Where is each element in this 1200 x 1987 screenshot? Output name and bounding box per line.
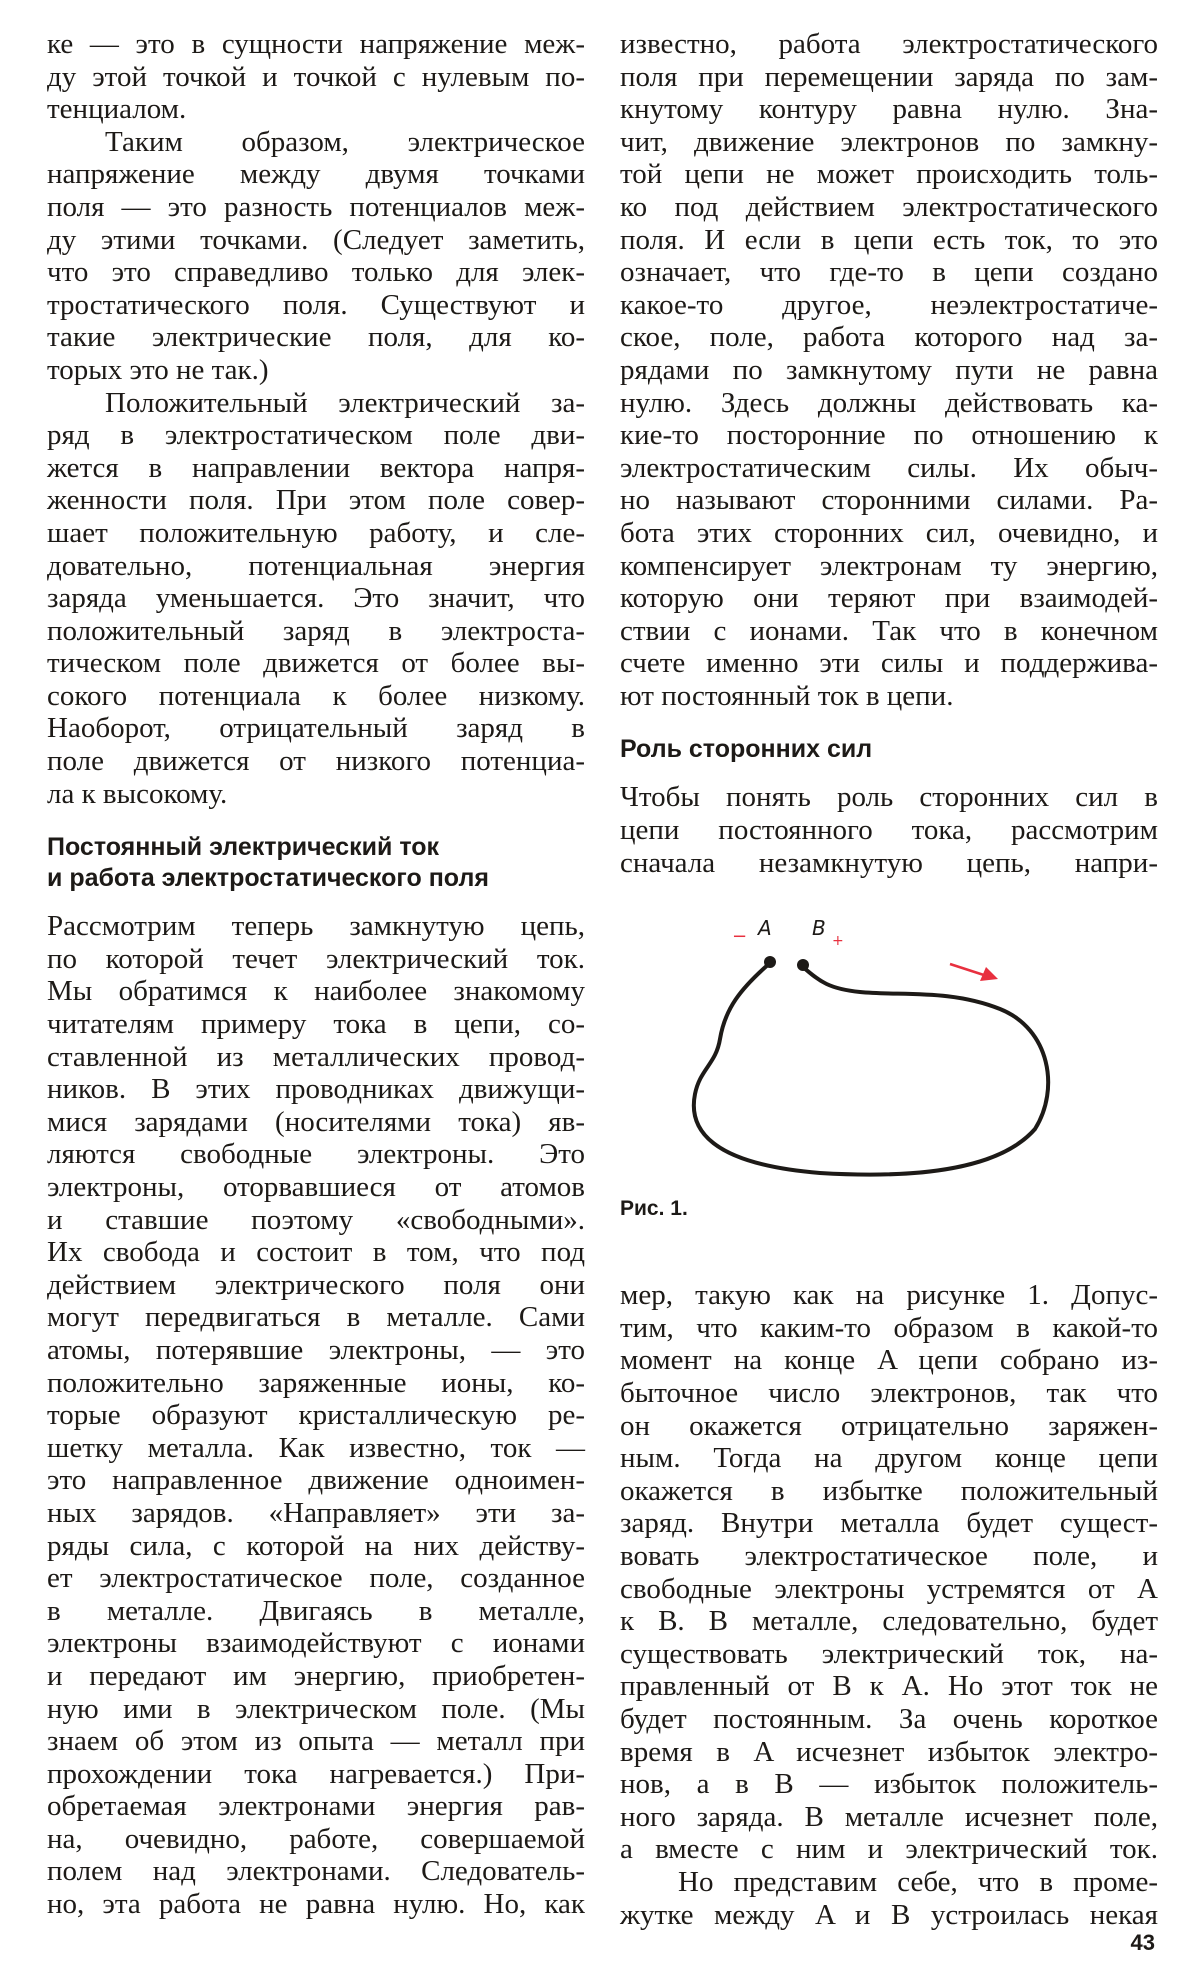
text-line: электроны, оторвавшиеся от атомов	[47, 1171, 585, 1203]
text-line: окажется в избытке положительный	[620, 1474, 1158, 1507]
figure-caption: Рис. 1.	[620, 1197, 688, 1221]
text-line: довательно, потенциальная энергия	[47, 549, 585, 582]
text-line: ставленной из металлических провод-	[47, 1040, 585, 1073]
text-line: знаем об этом из опыта — металл при	[47, 1725, 585, 1758]
text-line: заряд. Внутри металла будет сущест-	[620, 1507, 1158, 1540]
text-line: означает, что где-то в цепи создано	[620, 256, 1158, 289]
section-heading: Роль сторонних сил	[620, 735, 873, 764]
text-line: той цепи не может происходить толь-	[620, 158, 1158, 191]
left-column	[47, 28, 585, 1921]
text-line: тическом поле движется от более вы-	[47, 647, 585, 680]
paragraph	[47, 28, 585, 126]
paragraph	[47, 910, 585, 1920]
text-line: Но представим себе, что в проме-	[678, 1865, 1158, 1898]
text-line: компенсирует электронам ту энергию,	[620, 549, 1158, 582]
text-line: ет электростатическое поле, созданное	[47, 1562, 585, 1595]
text-line: что это справедливо только для элек-	[47, 256, 585, 289]
text-line: правленный от B к A. Но этот ток не	[620, 1670, 1158, 1703]
text-line: ла к высокому.	[47, 777, 228, 810]
text-line: жется в направлении вектора напря-	[47, 451, 585, 484]
text-line: кнутому контуру равна нулю. Зна-	[620, 93, 1158, 126]
text-line: шетку металла. Как известно, ток —	[47, 1431, 585, 1464]
heading-line: и работа электростатического поля	[47, 864, 489, 893]
text-line: момент на конце A цепи собрано из-	[620, 1344, 1158, 1377]
text-line: мися зарядами (носителями тока) яв-	[47, 1105, 585, 1138]
text-line: будет постоянным. За очень короткое	[620, 1702, 1158, 1735]
text-line: торых это не так.)	[47, 353, 269, 386]
text-line: и передают им энергию, приобретен-	[47, 1659, 585, 1692]
text-line: кие-то посторонние по отношению к	[620, 419, 1158, 452]
text-line: в металле. Двигаясь в металле,	[47, 1594, 585, 1627]
text-line: а вместе с ним и электрический ток.	[620, 1833, 1158, 1866]
text-line: время в A исчезнет избыток электро-	[620, 1735, 1158, 1768]
text-line: цепи постоянного тока, рассмотрим	[620, 814, 1158, 847]
text-line: ке — это в сущности напряжение меж-	[47, 28, 585, 60]
text-line: рядами по замкнутому пути не равна	[620, 353, 1158, 386]
text-line: могут передвигаться в металле. Сами	[47, 1301, 585, 1334]
text-line: ствии с ионами. Так что в конечном	[620, 614, 1158, 647]
text-line: Рассмотрим теперь замкнутую цепь,	[47, 910, 585, 943]
paragraph	[47, 126, 585, 387]
text-line: какое-то другое, неэлектростатиче-	[620, 288, 1158, 321]
text-line: бота этих сторонних сил, очевидно, и	[620, 516, 1158, 549]
text-line: торые образуют кристаллическую ре-	[47, 1399, 585, 1432]
text-line: Их свобода и состоит в том, что под	[47, 1236, 585, 1269]
text-line: атомы, потерявшие электроны, — это	[47, 1333, 585, 1366]
text-line: которую они теряют при взаимодей-	[620, 582, 1158, 615]
text-line: ют постоянный ток в цепи.	[620, 679, 954, 712]
text-line: по которой течет электрический ток.	[47, 942, 585, 975]
text-line: обретаемая электронами энергия рав-	[47, 1790, 585, 1823]
paragraph	[47, 387, 585, 811]
text-line: действием электрического поля они	[47, 1268, 585, 1301]
text-line: Наоборот, отрицательный заряд в	[47, 712, 585, 745]
right-column	[620, 28, 1158, 1931]
text-line: Мы обратимся к наиболее знакомому	[47, 975, 585, 1008]
text-line: свободные электроны устремятся от A	[620, 1572, 1158, 1605]
text-line: но, эта работа не равна нулю. Но, как	[47, 1888, 585, 1921]
text-line: поля. И если в цепи есть ток, то это	[620, 223, 1158, 256]
text-line: ряд в электростатическом поле дви-	[47, 419, 585, 452]
text-line: это направленное движение одноимен-	[47, 1464, 585, 1497]
text-line: тим, что каким-то образом в какой-то	[620, 1311, 1158, 1344]
text-line: заряда уменьшается. Это значит, что	[47, 582, 585, 615]
terminal-a	[764, 956, 776, 968]
text-line: электростатическим силы. Их обыч-	[620, 451, 1158, 484]
text-line: полем над электронами. Следователь-	[47, 1855, 585, 1888]
text-line: к B. В металле, следовательно, будет	[620, 1605, 1158, 1638]
text-line: поле движется от низкого потенциа-	[47, 745, 585, 778]
text-line: тенциалом.	[47, 93, 187, 126]
text-line: ную ими в электрическом поле. (Мы	[47, 1692, 585, 1725]
page-number: 43	[1130, 1930, 1155, 1955]
text-line: ляются свободные электроны. Это	[47, 1138, 585, 1171]
text-line: известно, работа электростатического	[620, 28, 1158, 60]
text-line: ным. Тогда на другом конце цепи	[620, 1442, 1158, 1475]
text-line: Таким образом, электрическое	[105, 125, 585, 158]
text-line: напряжение между двумя точками	[47, 158, 585, 191]
text-line: но называют сторонними силами. Ра-	[620, 484, 1158, 517]
figure-open-circuit	[620, 879, 1158, 1179]
text-line: сначала незамкнутую цепь, напри-	[620, 846, 1158, 879]
text-line: положительно заряженные ионы, ко-	[47, 1366, 585, 1399]
text-line: ных зарядов. «Направляет» эти за-	[47, 1496, 585, 1529]
section-heading	[47, 832, 585, 894]
label-a: A	[758, 916, 772, 941]
paragraph	[620, 781, 1158, 879]
paragraph	[620, 1279, 1158, 1866]
paragraph	[620, 28, 1158, 712]
text-line: существовать электрический ток, на-	[620, 1637, 1158, 1670]
text-line: электроны взаимодействуют с ионами	[47, 1627, 585, 1660]
minus-sign-icon: −	[732, 926, 748, 948]
text-line: он окажется отрицательно заряжен-	[620, 1409, 1158, 1442]
text-line: ко под действием электростатического	[620, 190, 1158, 223]
heading-line: Постоянный электрический ток	[47, 833, 440, 862]
text-line: поля — это разность потенциалов меж-	[47, 190, 585, 223]
text-line: читателям примеру тока в цепи, со-	[47, 1008, 585, 1041]
text-line: чит, движение электронов по замкну-	[620, 125, 1158, 158]
text-line: такие электрические поля, для ко-	[47, 321, 585, 354]
text-line: мер, такую как на рисунке 1. Допус-	[620, 1279, 1158, 1312]
text-line: сокого потенциала к более низкому.	[47, 679, 585, 712]
text-line: ного заряда. В металле исчезнет поле,	[620, 1800, 1158, 1833]
text-line: вовать электростатическое поле, и	[620, 1540, 1158, 1572]
text-line: ряды сила, с которой на них действу-	[47, 1529, 585, 1562]
label-b: B	[812, 916, 826, 941]
text-line: нулю. Здесь должны действовать ка-	[620, 386, 1158, 419]
plus-sign-icon: +	[832, 933, 844, 950]
text-line: на, очевидно, работе, совершаемой	[47, 1822, 585, 1855]
text-line: счете именно эти силы и поддержива-	[620, 647, 1158, 680]
terminal-b	[797, 959, 809, 971]
circuit-diagram	[620, 879, 1158, 1179]
text-line: ду этой точкой и точкой с нулевым по-	[47, 60, 585, 93]
text-line: прохождении тока нагревается.) При-	[47, 1757, 585, 1790]
text-line: Положительный электрический за-	[105, 386, 585, 419]
text-line: положительный заряд в электроста-	[47, 614, 585, 647]
text-line: быточное число электронов, так что	[620, 1377, 1158, 1410]
text-line: шает положительную работу, и сле-	[47, 516, 585, 549]
text-line: Чтобы понять роль сторонних сил в	[620, 781, 1158, 814]
text-line: жутке между A и B устроилась некая	[620, 1898, 1158, 1931]
text-line: ское, поле, работа которого над за-	[620, 321, 1158, 354]
text-line: тростатического поля. Существуют и	[47, 288, 585, 321]
text-line: нов, а в B — избыток положитель-	[620, 1768, 1158, 1801]
text-line: женности поля. При этом поле совер-	[47, 484, 585, 517]
text-line: ников. В этих проводниках движущи-	[47, 1073, 585, 1106]
text-line: ду этими точками. (Следует заметить,	[47, 223, 585, 256]
text-line: и ставшие поэтому «свободными».	[47, 1203, 585, 1236]
text-line: поля при перемещении заряда по зам-	[620, 60, 1158, 93]
paragraph	[620, 1866, 1158, 1931]
wire	[694, 963, 1048, 1175]
